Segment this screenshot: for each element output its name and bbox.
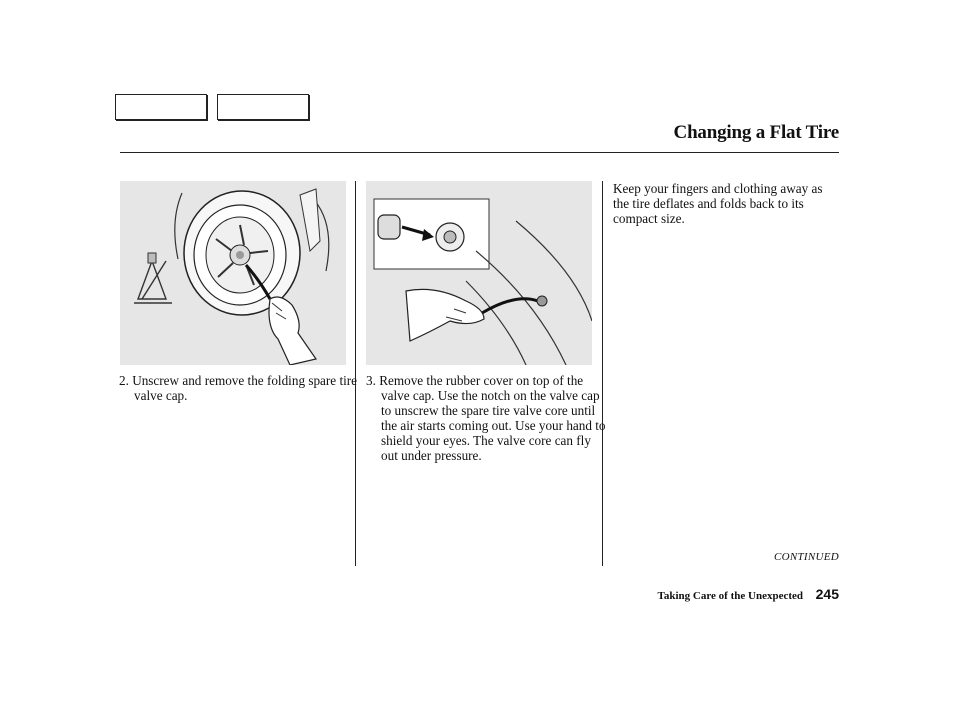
- tire-valve-cap-removal-illustration: [120, 181, 346, 365]
- step-2-text: 2. Unscrew and remove the folding spare tire valve cap.: [119, 373, 358, 403]
- continued-label: CONTINUED: [773, 551, 839, 563]
- nav-button-prev[interactable]: [115, 94, 207, 120]
- page-number: 245: [815, 586, 839, 602]
- title-divider: [120, 152, 839, 153]
- page-title: Changing a Flat Tire: [673, 122, 839, 143]
- valve-core-unscrew-illustration: [366, 181, 592, 365]
- safety-note: Keep your fingers and clothing away as the tire deflates and folds back to its compact size.: [613, 181, 823, 226]
- step-3-text: 3. Remove the rubber cover on top of the valve cap. Use the notch on the valve cap to unscrew the spare tire valve core until the air starts coming out. Use your hand to shield your eyes. The valve core can fly out under pressure.: [366, 373, 606, 463]
- nav-button-next[interactable]: [217, 94, 309, 120]
- section-name: Taking Care of the Unexpected: [657, 590, 803, 602]
